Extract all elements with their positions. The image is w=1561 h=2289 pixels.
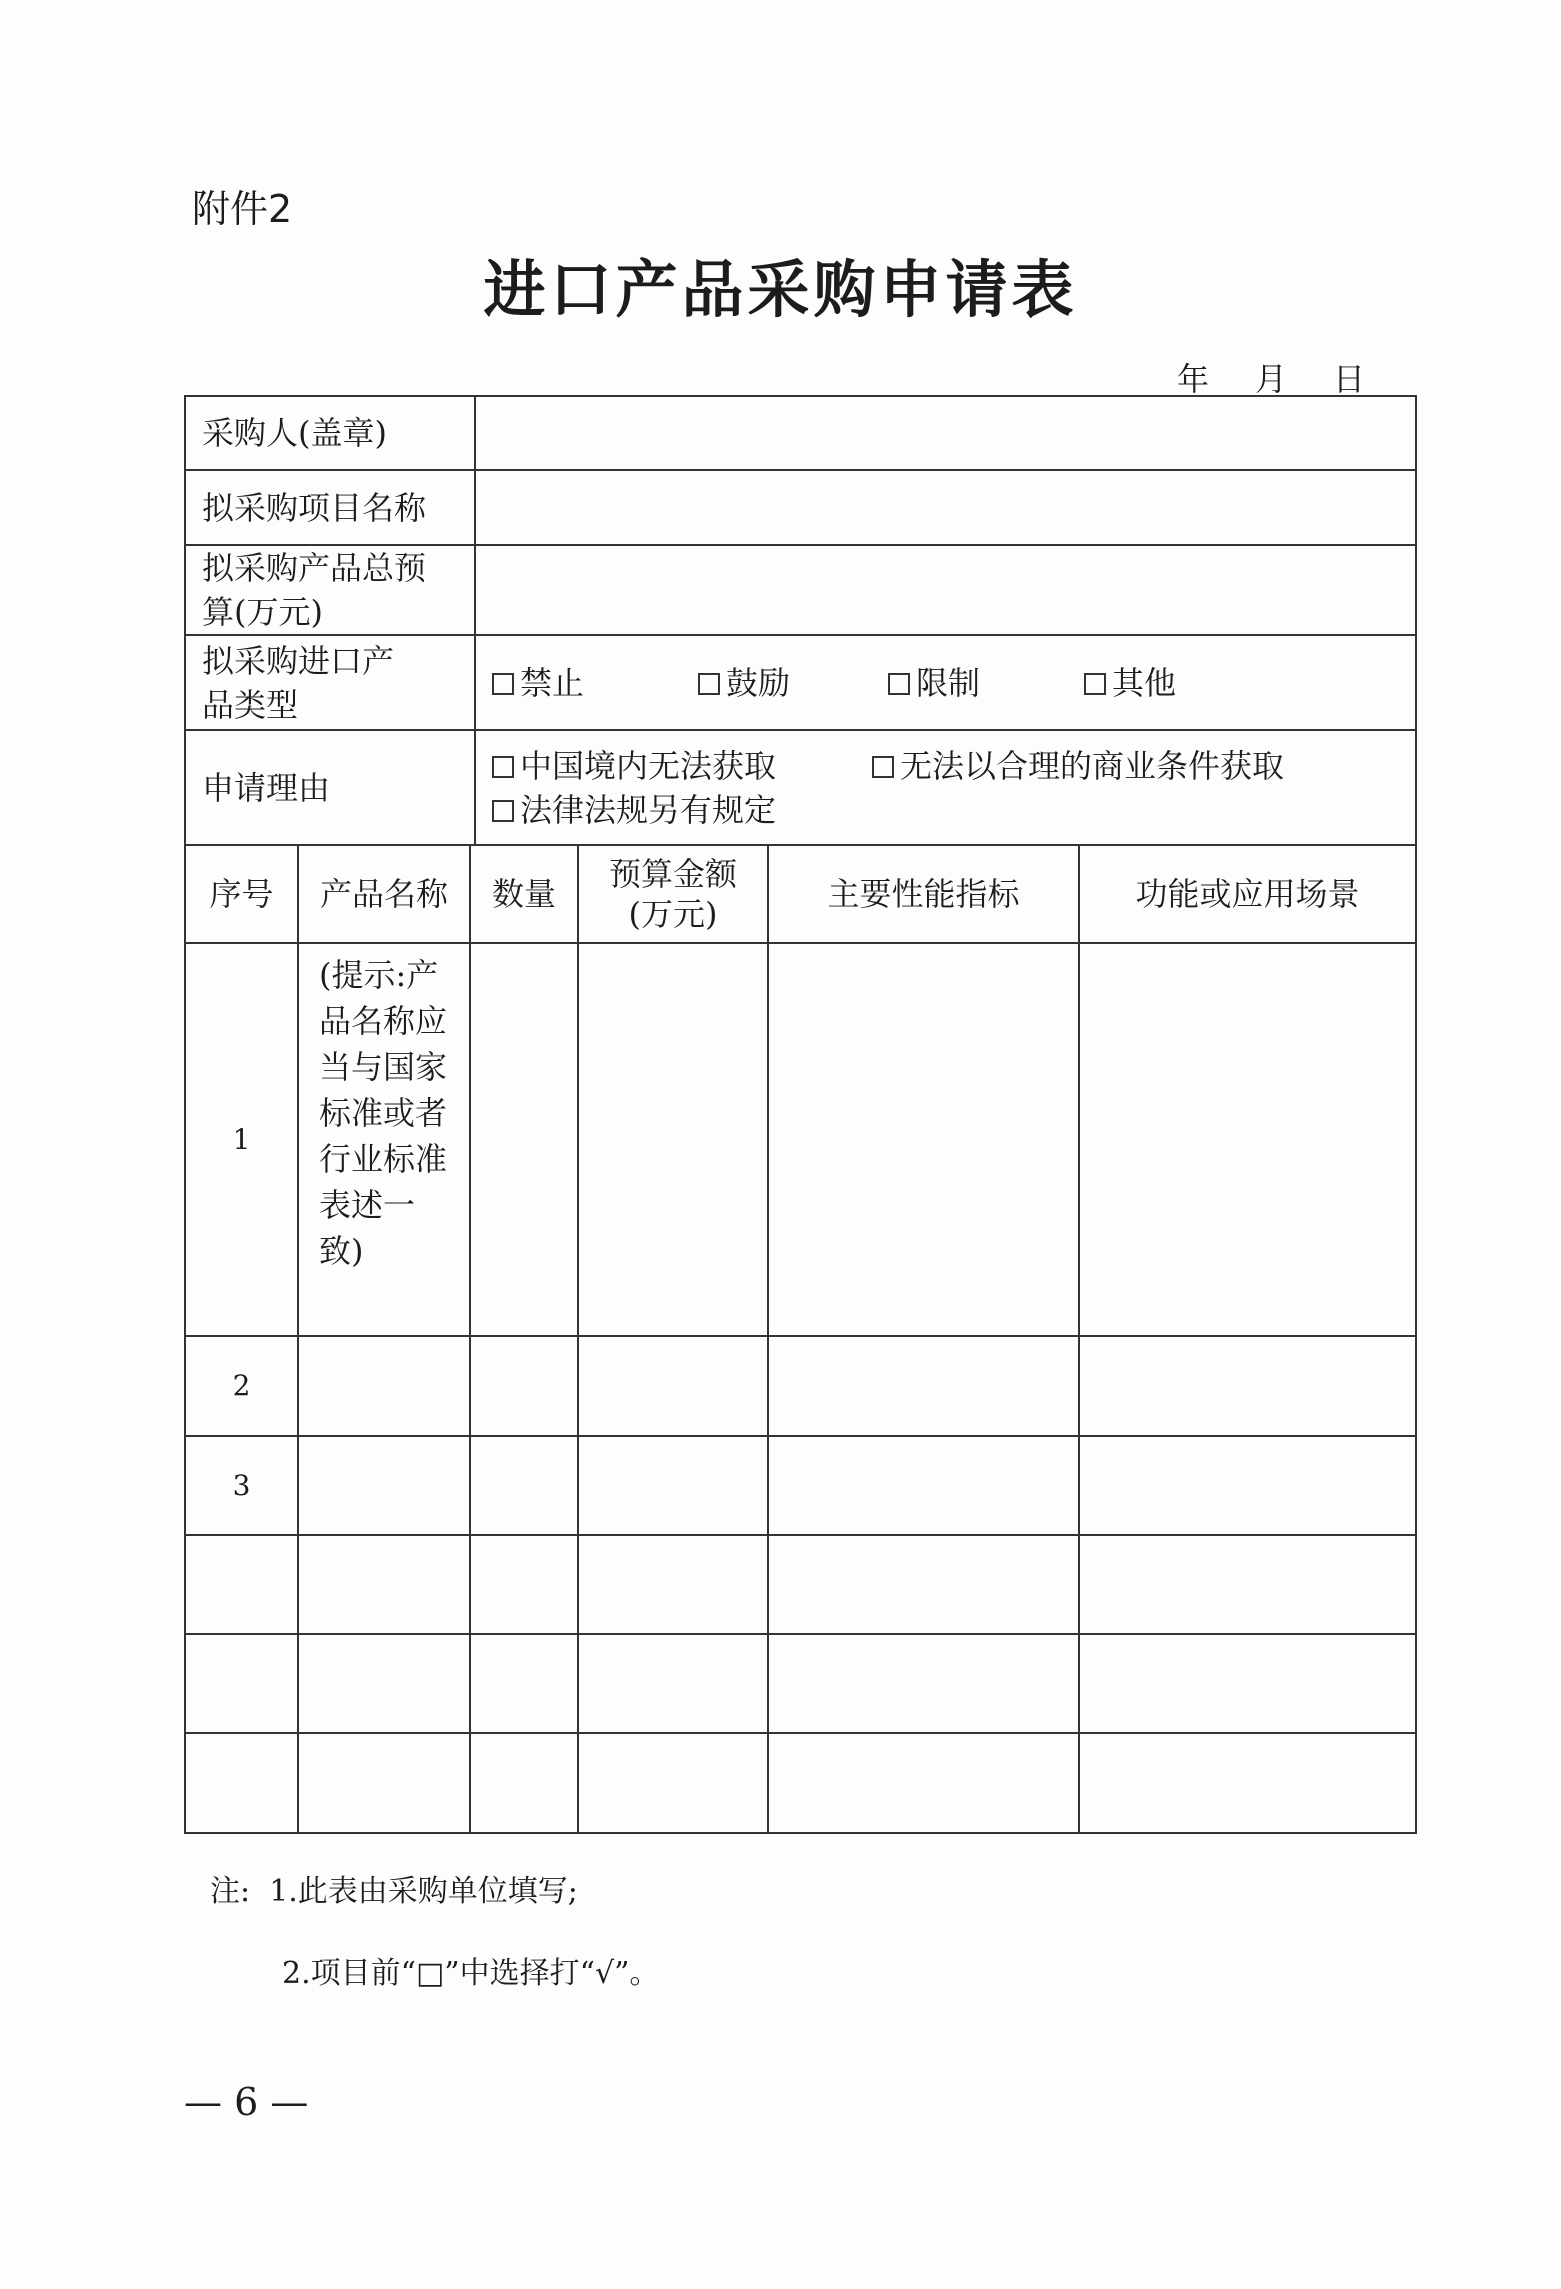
function-cell[interactable] xyxy=(1080,944,1415,1335)
qty-cell[interactable] xyxy=(471,1437,579,1534)
row-seq: 1 xyxy=(186,944,299,1335)
column-header-budget-line2: (万元) xyxy=(628,895,718,933)
note-1-text: 1.此表由采购单位填写; xyxy=(269,1874,578,1909)
hint-line: 当与国家 xyxy=(319,1048,448,1086)
hint-line: 表述一致) xyxy=(319,1186,416,1270)
product-type-row xyxy=(186,636,1415,731)
product-name-cell[interactable] xyxy=(299,1635,471,1732)
performance-cell[interactable] xyxy=(769,1635,1080,1732)
column-header-row xyxy=(186,846,1415,944)
column-header-budget-line1: 预算金额 xyxy=(608,855,737,893)
hint-line: 标准或者 xyxy=(319,1094,448,1132)
type-option-label: 禁止 xyxy=(520,663,585,702)
reason-option-label: 无法以合理的商业条件获取 xyxy=(900,746,1285,785)
type-option-prohibited[interactable] xyxy=(492,661,698,705)
note-prefix: 注: xyxy=(210,1874,251,1909)
checkbox-icon xyxy=(698,673,720,695)
qty-cell[interactable] xyxy=(471,1635,579,1732)
seq-cell[interactable] xyxy=(186,1734,299,1832)
checkbox-icon xyxy=(872,756,894,778)
application-form-table xyxy=(184,395,1417,1834)
qty-cell[interactable] xyxy=(471,944,579,1335)
column-header-name: 产品名称 xyxy=(299,846,471,942)
budget-label xyxy=(186,546,476,634)
reason-label: 申请理由 xyxy=(186,731,476,844)
seq-cell[interactable] xyxy=(186,1635,299,1732)
table-row xyxy=(186,1734,1415,1832)
qty-cell[interactable] xyxy=(471,1536,579,1633)
reason-option-commercial[interactable] xyxy=(872,744,1284,788)
column-header-qty: 数量 xyxy=(471,846,579,942)
reason-options xyxy=(476,731,1415,844)
checkbox-icon xyxy=(492,756,514,778)
function-cell[interactable] xyxy=(1080,1337,1415,1435)
budget-cell[interactable] xyxy=(579,1635,769,1732)
table-row xyxy=(186,944,1415,1337)
table-row xyxy=(186,1635,1415,1734)
project-name-field[interactable] xyxy=(476,471,1415,544)
checkbox-icon xyxy=(492,673,514,695)
month-label: 月 xyxy=(1254,360,1287,398)
product-type-label-line1: 拟采购进口产 xyxy=(202,641,395,680)
function-cell[interactable] xyxy=(1080,1437,1415,1534)
function-cell[interactable] xyxy=(1080,1635,1415,1732)
budget-cell[interactable] xyxy=(579,1437,769,1534)
product-type-options xyxy=(476,636,1415,729)
column-header-budget xyxy=(579,846,769,942)
budget-cell[interactable] xyxy=(579,1734,769,1832)
date-line xyxy=(1131,354,1365,400)
qty-cell[interactable] xyxy=(471,1337,579,1435)
reason-row xyxy=(186,731,1415,846)
performance-cell[interactable] xyxy=(769,944,1080,1335)
reason-option-label: 中国境内无法获取 xyxy=(520,746,777,785)
project-name-label: 拟采购项目名称 xyxy=(186,471,476,544)
type-option-other[interactable] xyxy=(1084,661,1176,705)
note-1 xyxy=(210,1870,578,1914)
table-row xyxy=(186,1337,1415,1437)
type-option-label: 其他 xyxy=(1112,663,1177,702)
column-header-performance: 主要性能指标 xyxy=(769,846,1080,942)
product-type-label xyxy=(186,636,476,729)
note-2: 2.项目前“□”中选择打“√”。 xyxy=(282,1956,660,1991)
row-seq: 3 xyxy=(186,1437,299,1534)
product-name-cell[interactable] xyxy=(299,1734,471,1832)
type-option-label: 鼓励 xyxy=(726,663,791,702)
checkbox-icon xyxy=(1084,673,1106,695)
type-option-label: 限制 xyxy=(916,663,981,702)
reason-option-unavailable[interactable] xyxy=(492,744,872,788)
hint-line: 品名称应 xyxy=(319,1002,448,1040)
performance-cell[interactable] xyxy=(769,1437,1080,1534)
performance-cell[interactable] xyxy=(769,1337,1080,1435)
table-row xyxy=(186,1536,1415,1635)
page-title: 进口产品采购申请表 xyxy=(483,253,1078,326)
budget-label-line2: 算(万元) xyxy=(202,593,323,631)
checkbox-icon xyxy=(888,673,910,695)
budget-label-line1: 拟采购产品总预 xyxy=(202,549,427,587)
reason-options-line2 xyxy=(492,788,776,832)
year-label: 年 xyxy=(1176,360,1209,398)
day-label: 日 xyxy=(1332,360,1365,398)
seq-cell[interactable] xyxy=(186,1536,299,1633)
checkbox-icon xyxy=(492,800,514,822)
product-name-hint[interactable] xyxy=(299,944,471,1335)
reason-option-law[interactable] xyxy=(492,788,776,832)
hint-line: (提示:产 xyxy=(319,956,439,994)
purchaser-row xyxy=(186,397,1415,471)
table-row xyxy=(186,1437,1415,1536)
budget-cell[interactable] xyxy=(579,1337,769,1435)
function-cell[interactable] xyxy=(1080,1536,1415,1633)
reason-options-line1 xyxy=(492,744,1284,788)
column-header-function: 功能或应用场景 xyxy=(1135,875,1360,913)
row-seq: 2 xyxy=(186,1337,299,1435)
product-name-cell[interactable] xyxy=(299,1437,471,1534)
performance-cell[interactable] xyxy=(769,1536,1080,1633)
project-name-row xyxy=(186,471,1415,546)
column-header-seq: 序号 xyxy=(186,846,299,942)
product-name-cell[interactable] xyxy=(299,1536,471,1633)
product-name-cell[interactable] xyxy=(299,1337,471,1435)
function-cell[interactable] xyxy=(1080,1734,1415,1832)
budget-row xyxy=(186,546,1415,636)
qty-cell[interactable] xyxy=(471,1734,579,1832)
page-number: — 6 — xyxy=(184,2080,309,2124)
purchaser-field[interactable] xyxy=(476,397,1415,469)
budget-cell[interactable] xyxy=(579,944,769,1335)
attachment-label: 附件2 xyxy=(192,187,293,231)
reason-option-label: 法律法规另有规定 xyxy=(520,790,777,829)
budget-cell[interactable] xyxy=(579,1536,769,1633)
budget-field[interactable] xyxy=(476,546,1415,634)
type-option-restricted[interactable] xyxy=(888,661,1084,705)
product-type-label-line2: 品类型 xyxy=(202,685,299,724)
type-option-encouraged[interactable] xyxy=(698,661,888,705)
performance-cell[interactable] xyxy=(769,1734,1080,1832)
purchaser-label: 采购人(盖章) xyxy=(186,397,476,469)
hint-line: 行业标准 xyxy=(319,1140,448,1178)
